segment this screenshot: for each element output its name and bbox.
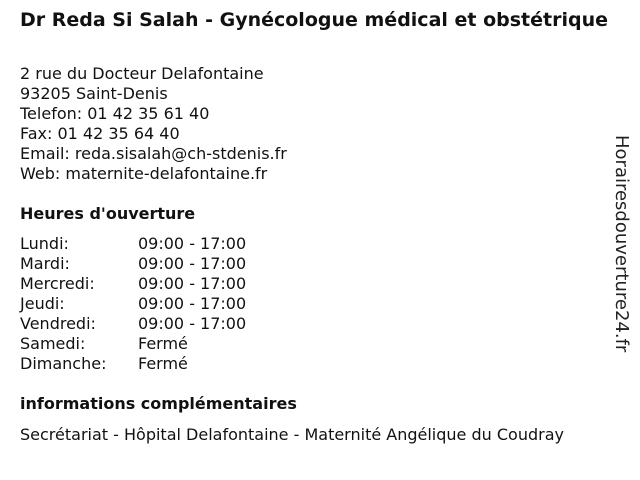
- hours-value: 09:00 - 17:00: [138, 294, 247, 313]
- day-label: Dimanche:: [20, 354, 107, 373]
- opening-hours-heading: Heures d'ouverture: [20, 204, 196, 223]
- additional-info-text: Secrétariat - Hôpital Delafontaine - Maternité Angélique du Coudray: [20, 425, 564, 444]
- hours-value: 09:00 - 17:00: [138, 314, 247, 333]
- hours-row-sunday: [20, 354, 246, 374]
- page-title: Dr Reda Si Salah - Gynécologue médical et obstétrique: [20, 9, 609, 31]
- hours-value: 09:00 - 17:00: [138, 274, 247, 293]
- hours-row-friday: [20, 314, 246, 334]
- address-city: 93205 Saint-Denis: [20, 84, 168, 103]
- hours-row-wednesday: [20, 274, 246, 294]
- hours-value: Fermé: [138, 334, 188, 353]
- hours-row-saturday: [20, 334, 246, 354]
- hours-row-monday: [20, 234, 246, 254]
- hours-row-tuesday: [20, 254, 246, 274]
- day-label: Samedi:: [20, 334, 86, 353]
- day-label: Jeudi:: [20, 294, 65, 313]
- contact-block: [20, 64, 287, 184]
- phone-number: Telefon: 01 42 35 61 40: [20, 104, 210, 123]
- day-label: Lundi:: [20, 234, 69, 253]
- hours-row-thursday: [20, 294, 246, 314]
- additional-info-heading: informations complémentaires: [20, 394, 297, 413]
- email-address: Email: reda.sisalah@ch-stdenis.fr: [20, 144, 287, 163]
- address-street: 2 rue du Docteur Delafontaine: [20, 64, 264, 83]
- day-label: Vendredi:: [20, 314, 96, 333]
- day-label: Mardi:: [20, 254, 70, 273]
- hours-value: Fermé: [138, 354, 188, 373]
- opening-hours-table: [20, 234, 246, 374]
- site-watermark: Horairesdouverture24.fr: [611, 135, 632, 353]
- website: Web: maternite-delafontaine.fr: [20, 164, 268, 183]
- fax-number: Fax: 01 42 35 64 40: [20, 124, 180, 143]
- hours-value: 09:00 - 17:00: [138, 234, 247, 253]
- hours-value: 09:00 - 17:00: [138, 254, 247, 273]
- day-label: Mercredi:: [20, 274, 95, 293]
